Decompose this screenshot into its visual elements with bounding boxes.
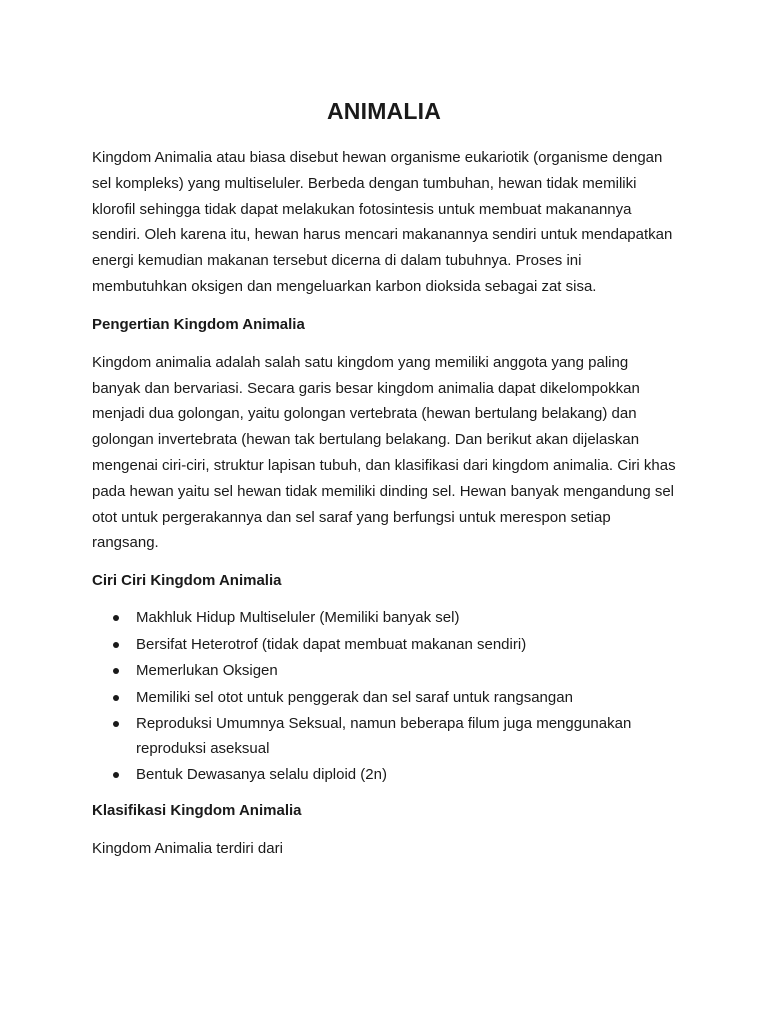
section-heading-klasifikasi: Klasifikasi Kingdom Animalia [92, 801, 302, 819]
list-item: Reproduksi Umumnya Seksual, namun beberapa filum juga menggunakan reproduksi aseksual [112, 712, 676, 761]
intro-paragraph: Kingdom Animalia atau biasa disebut hewan organisme eukariotik (organisme dengan sel kompleks) yang multiseluler. Berbeda dengan tumbuhan, hewan tidak memiliki klorofil sehingga tidak dapat melakukan fotosintesis untuk membuat makanannya sendiri. Oleh karena itu, hewan harus mencari makanannya sendiri untuk mendapatkan energi kemudian makanan tersebut dicerna di dalam tubuhnya. Proses ini membutuhkan oksigen dan mengeluarkan karbon dioksida sebagai zat sisa. [92, 149, 673, 295]
section-heading-pengertian: Pengertian Kingdom Animalia [92, 315, 305, 333]
list-item: Bersifat Heterotrof (tidak dapat membuat makanan sendiri) [112, 633, 676, 658]
list-item: Bentuk Dewasanya selalu diploid (2n) [112, 763, 676, 788]
list-item: Memiliki sel otot untuk penggerak dan sel saraf untuk rangsangan [112, 686, 676, 711]
section-heading-ciri: Ciri Ciri Kingdom Animalia [92, 572, 282, 590]
pengertian-paragraph: Kingdom animalia adalah salah satu kingdom yang memiliki anggota yang paling banyak dan bervariasi. Secara garis besar kingdom animalia dapat dikelompokkan menjadi dua golongan, yaitu golongan vertebrata (hewan bertulang belakang) dan golongan invertebrata (hewan tak bertulang belakang. Dan berikut akan dijelaskan mengenai ciri-ciri, struktur lapisan tubuh, dan klasifikasi dari kingdom animalia. Ciri khas pada hewan yaitu sel hewan tidak memiliki dinding sel. Hewan banyak mengandung sel otot untuk pergerakannya dan sel saraf yang berfungsi untuk merespon setiap rangsang. [92, 353, 676, 552]
list-item: Memerlukan Oksigen [112, 659, 676, 684]
list-item: Makhluk Hidup Multiseluler (Memiliki banyak sel) [112, 606, 676, 631]
ciri-bullet-list [92, 606, 676, 788]
klasifikasi-paragraph: Kingdom Animalia terdiri dari [92, 839, 283, 857]
document-title: ANIMALIA [326, 98, 442, 124]
